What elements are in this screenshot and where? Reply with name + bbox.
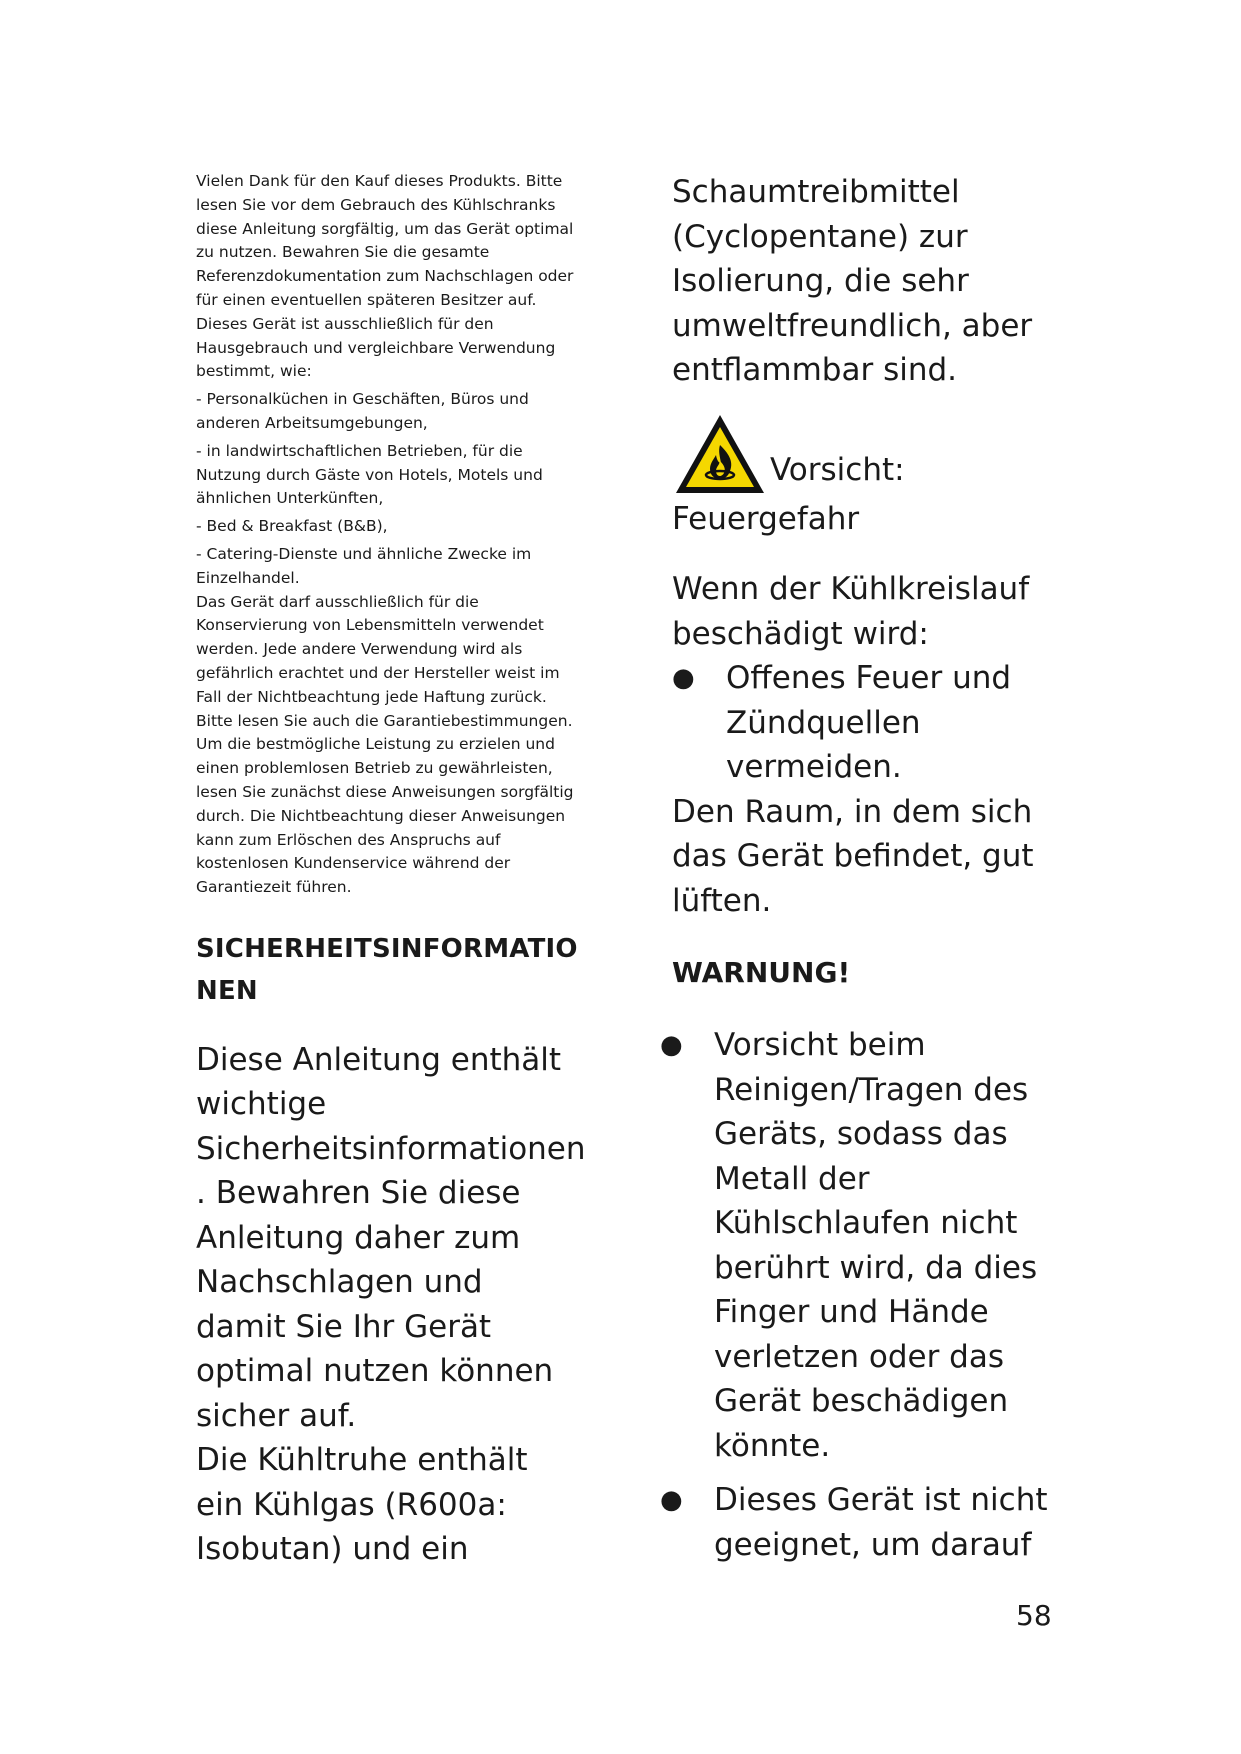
list-item: [660, 1023, 1092, 1468]
warning-bullet-list: [660, 1023, 1092, 1567]
safety-heading: [196, 928, 576, 1012]
list-item: [672, 656, 1092, 790]
page-number: 58: [1016, 1599, 1052, 1632]
ventilate-paragraph: Den Raum, in dem sich das Gerät befindet, gut lüften.: [672, 793, 1034, 919]
warning-heading: WARNUNG!: [672, 956, 851, 989]
intro-paragraph-2: Das Gerät darf ausschließlich für die Konservierung von Lebensmitteln verwendet werden. Jede andere Verwendung wird als gefährlich erachtet und der Hersteller weist im Fall der Nichtbeachtung jede Haftung zurück. Bitte lesen Sie auch die Garantiebestimmungen. Um die bestmögliche Leistung zu erzielen und einen problemlosen Betrieb zu gewährleisten, lesen Sie zunächst diese Anweisungen sorgfältig durch. Die Nichtbeachtung dieser Anweisungen kann zum Erlöschen des Anspruchs auf kostenlosen Kundenservice während der Garantiezeit führen.: [196, 592, 574, 897]
safety-paragraph: Diese Anleitung enthält wichtige Sicherheitsinformationen . Bewahren Sie diese Anleitung daher zum Nachschlagen und damit Sie Ihr Gerät optimal nutzen können sicher auf.: [196, 1041, 586, 1434]
flammable-warning-icon: [672, 411, 768, 497]
refrigerant-paragraph: Die Kühltruhe enthält ein Kühlgas (R600a: Isobutan) und ein: [196, 1442, 528, 1568]
circuit-bullet-list: [672, 656, 1092, 790]
bullet-icon: ●: [660, 1485, 683, 1515]
bullet-text: Dieses Gerät ist nicht geeignet, um darauf: [714, 1482, 1048, 1563]
safety-heading-line-2: NEN: [196, 975, 258, 1006]
circuit-intro: Wenn der Kühlkreislauf beschädigt wird:: [672, 571, 1030, 652]
intro-paragraph: Vielen Dank für den Kauf dieses Produkts. Bitte lesen Sie vor dem Gebrauch des Kühlschranks diese Anleitung sorgfältig, um das Gerät optimal zu nutzen. Bewahren Sie die gesamte Referenzdokumentation zum Nachschlagen oder für einen eventuellen späteren Besitzer auf. Dieses Gerät ist ausschließlich für den Hausgebrauch und vergleichbare Verwendung bestimmt, wie:: [196, 172, 574, 381]
bullet-icon: ●: [672, 663, 695, 693]
right-column: [660, 170, 1092, 1567]
use-item: - Catering-Dienste und ähnliche Zwecke im Einzelhandel.: [196, 544, 532, 587]
blowing-agent-paragraph: Schaumtreibmittel (Cyclopentane) zur Isolierung, die sehr umweltfreundlich, aber entflammbar sind.: [672, 174, 1033, 388]
intro-section: [196, 170, 576, 900]
use-item: - in landwirtschaftlichen Betrieben, für die Nutzung durch Gäste von Hotels, Motels und ähnlichen Unterkünften,: [196, 441, 543, 508]
bullet-text: Vorsicht beim Reinigen/Tragen des Geräts, sodass das Metall der Kühlschlaufen nicht berührt wird, da dies Finger und Hände verletzen oder das Gerät beschädigen könnte.: [714, 1027, 1038, 1464]
list-item: [660, 1478, 1092, 1567]
use-item: - Personalküchen in Geschäften, Büros und anderen Arbeitsumgebungen,: [196, 390, 529, 432]
safety-heading-line-1: SICHERHEITSINFORMATIO: [196, 933, 578, 964]
bullet-text: Offenes Feuer und Zündquellen vermeiden.: [726, 660, 1012, 785]
use-item: - Bed & Breakfast (B&B),: [196, 517, 388, 536]
bullet-icon: ●: [660, 1030, 683, 1060]
fire-hazard-text: Feuergefahr: [672, 500, 860, 537]
fire-caution-row: [672, 411, 1092, 497]
left-column: [196, 170, 586, 1572]
caution-label: Vorsicht:: [770, 452, 905, 488]
